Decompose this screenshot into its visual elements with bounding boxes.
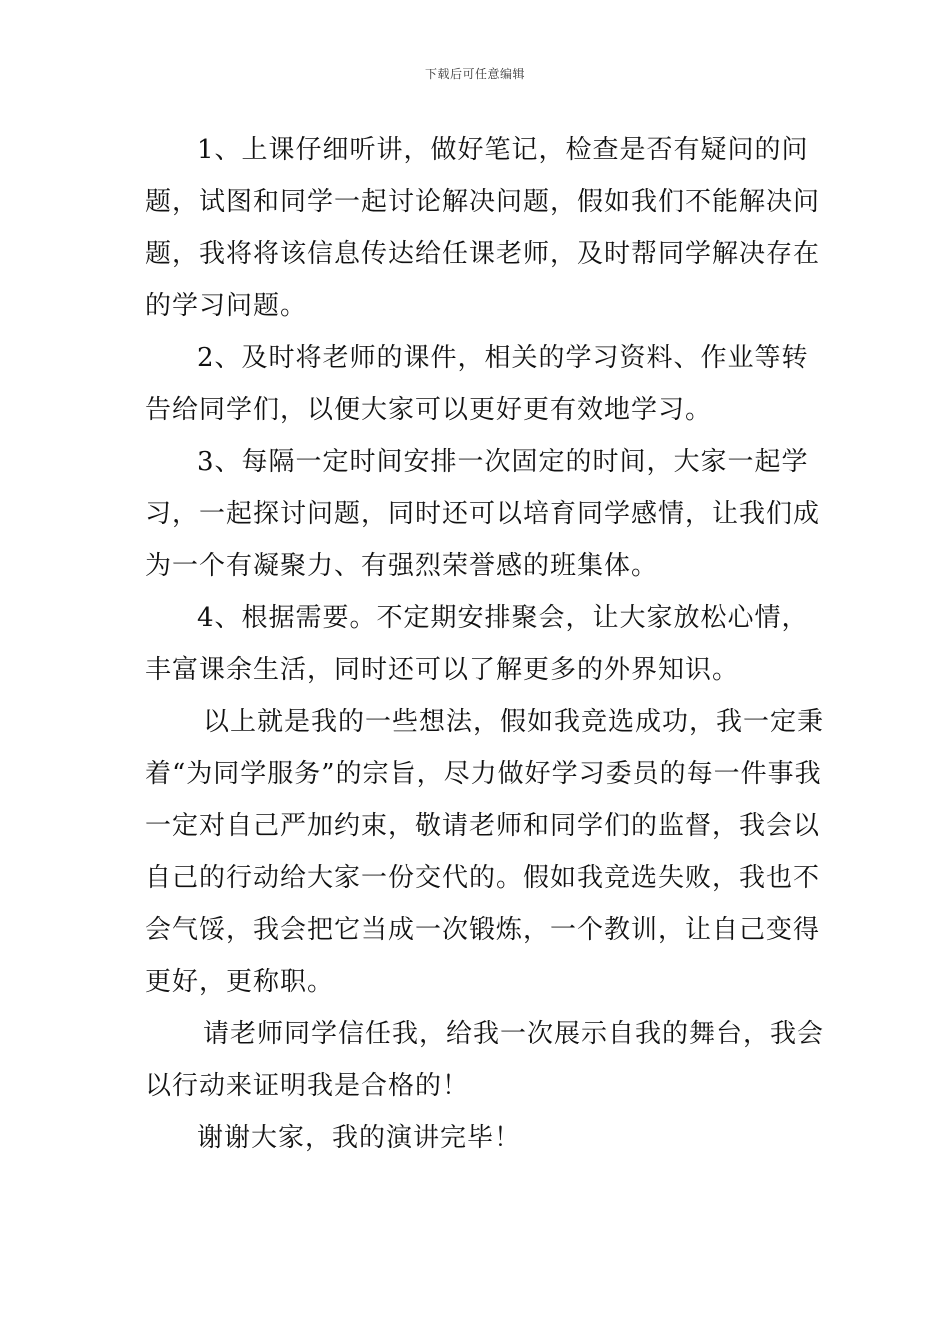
paragraph-item-4: 4、根据需要。不定期安排聚会，让大家放松心情，丰富课余生活，同时还可以了解更多的外界知识。 — [145, 603, 809, 685]
header-note: 下载后可任意编辑 — [424, 67, 525, 81]
paragraph-closing-thoughts: 以上就是我的一些想法，假如我竞选成功，我一定秉着“为同学服务”的宗旨，尽力做好学习委员的每一件事我一定对自己严加约束，敬请老师和同学们的监督，我会以自己的行动给大家一份交代的。假如我竞选失败，我也不会气馁，我会把它当成一次锻炼，一个教训，让自己变得更好，更称职。 — [145, 707, 825, 997]
paragraph-item-1: 1、上课仔细听讲，做好笔记，检查是否有疑问的问题，试图和同学一起讨论解决问题，假如我们不能解决问题，我将将该信息传达给任课老师，及时帮同学解决存在的学习问题。 — [145, 135, 821, 321]
paragraph-thanks: 谢谢大家，我的演讲完毕！ — [197, 1123, 522, 1153]
paragraph-item-3: 3、每隔一定时间安排一次固定的时间，大家一起学习，一起探讨问题，同时还可以培育同学感情，让我们成为一个有凝聚力、有强烈荣誉感的班集体。 — [145, 447, 821, 581]
paragraph-request: 请老师同学信任我，给我一次展示自我的舞台，我会以行动来证明我是合格的！ — [145, 1019, 825, 1101]
document-body — [145, 124, 835, 1164]
paragraph-item-2: 2、及时将老师的课件，相关的学习资料、作业等转告给同学们，以便大家可以更好更有效地学习。 — [145, 343, 809, 425]
